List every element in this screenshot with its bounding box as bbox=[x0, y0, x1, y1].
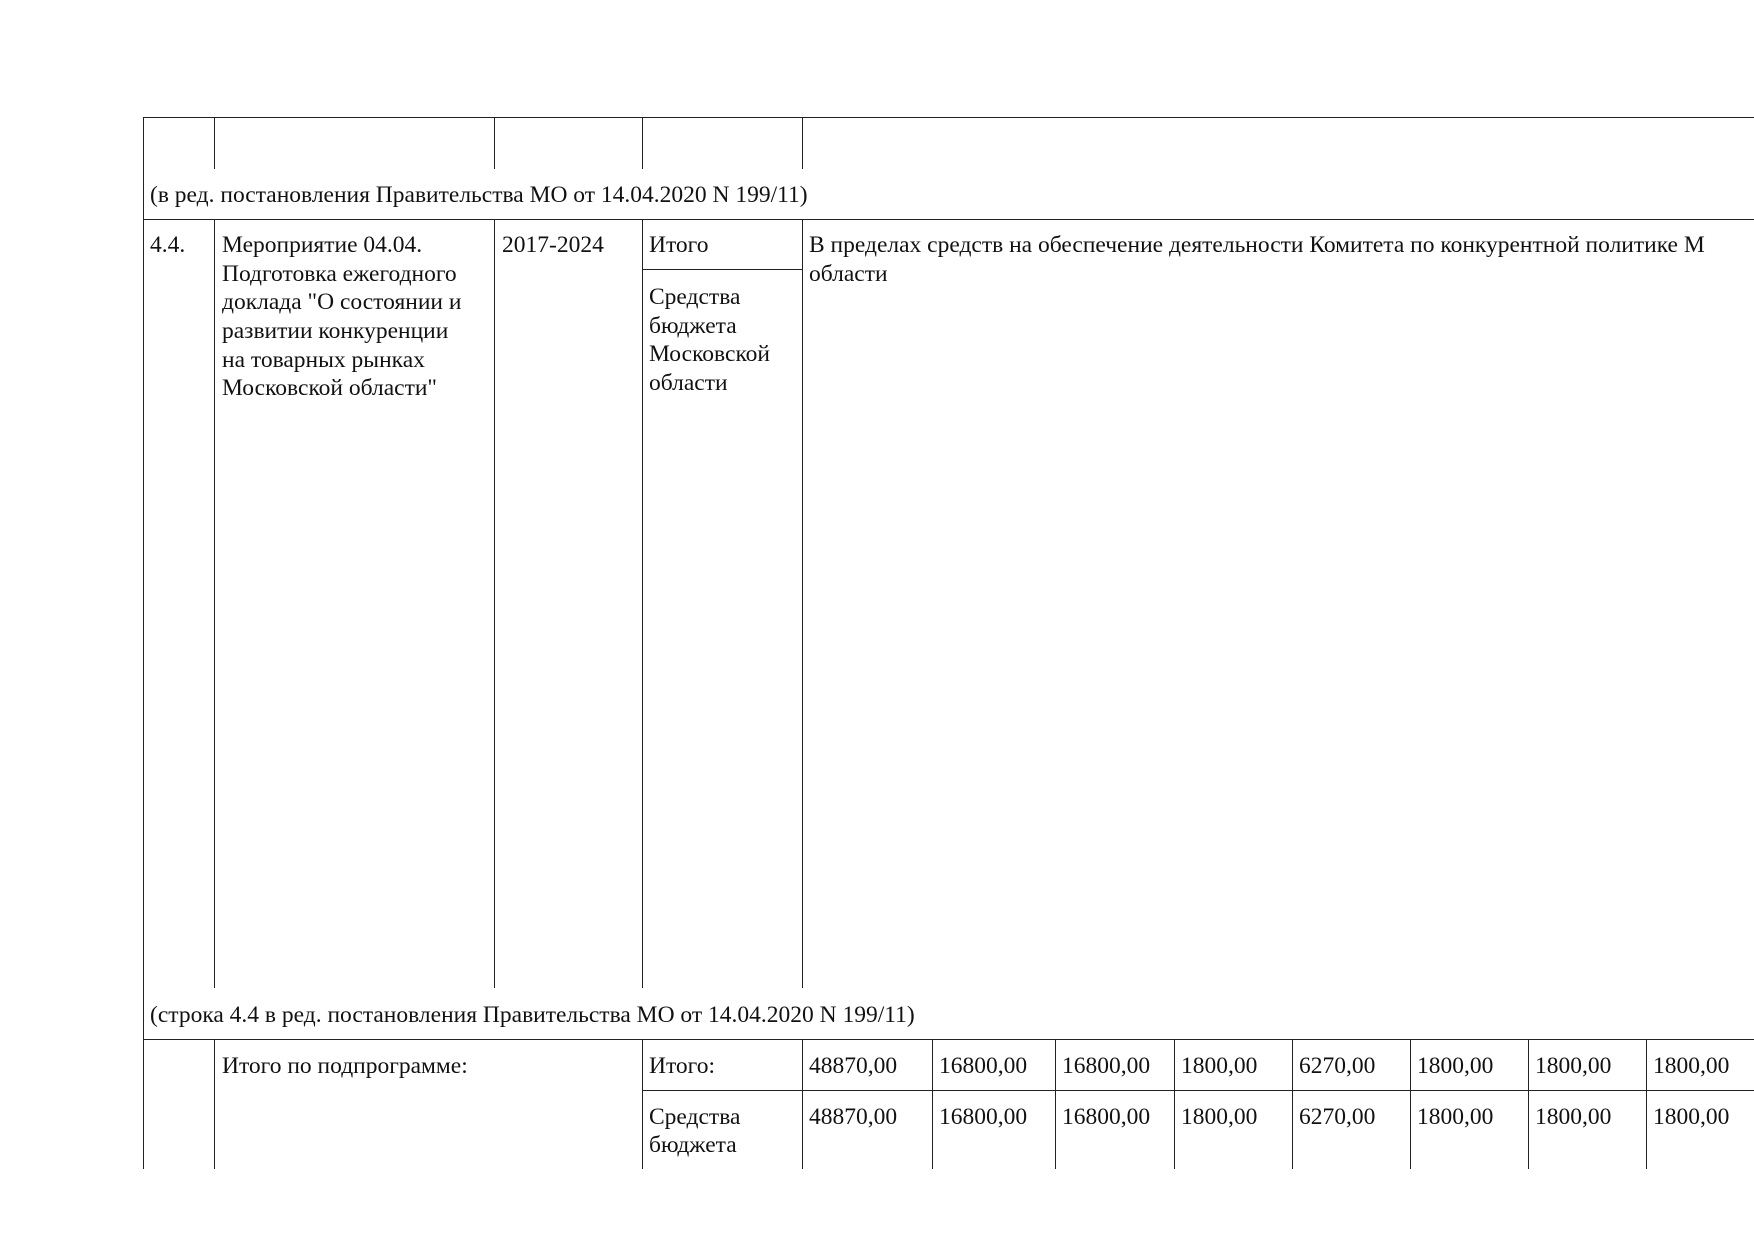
source-divider bbox=[642, 269, 802, 270]
amount-cell: 1800,00 bbox=[1417, 1053, 1494, 1079]
col-divider bbox=[642, 219, 643, 988]
amount-cell: 16800,00 bbox=[939, 1053, 1028, 1079]
amount-cell: 1800,00 bbox=[1535, 1053, 1612, 1079]
row-divider bbox=[143, 1039, 1754, 1040]
amount-cell: 48870,00 bbox=[809, 1104, 898, 1130]
col-divider bbox=[932, 1039, 933, 1169]
financing-text: В пределах средств на обеспечение деятельности Комитета по конкурентной политике М bbox=[809, 232, 1705, 258]
subtotal-title: Итого по подпрограмме: bbox=[222, 1053, 468, 1079]
col-divider bbox=[214, 219, 215, 988]
col-divider bbox=[802, 1039, 803, 1169]
col-divider bbox=[1410, 1039, 1411, 1169]
measure-name-line: развитии конкуренции bbox=[222, 318, 449, 344]
source-label: Средства bbox=[649, 284, 741, 310]
amount-cell: 16800,00 bbox=[1062, 1053, 1151, 1079]
col-divider bbox=[1055, 1039, 1056, 1169]
measure-name-line: доклада "О состоянии и bbox=[222, 289, 462, 315]
amount-cell: 16800,00 bbox=[939, 1104, 1028, 1130]
col-divider bbox=[1174, 1039, 1175, 1169]
source-label: бюджета bbox=[649, 313, 737, 339]
subtotal-source-divider bbox=[642, 1090, 1754, 1091]
row-divider bbox=[143, 219, 1754, 220]
col-divider bbox=[642, 117, 643, 169]
table-border-top bbox=[143, 117, 1754, 118]
edit-note: (строка 4.4 в ред. постановления Правительства МО от 14.04.2020 N 199/11) bbox=[150, 1002, 915, 1028]
amount-cell: 6270,00 bbox=[1299, 1053, 1376, 1079]
financing-text: области bbox=[809, 261, 888, 287]
edit-note: (в ред. постановления Правительства МО от 14.04.2020 N 199/11) bbox=[150, 182, 808, 208]
col-divider bbox=[214, 117, 215, 169]
amount-cell: 48870,00 bbox=[809, 1053, 898, 1079]
col-divider bbox=[494, 219, 495, 988]
col-divider bbox=[802, 219, 803, 988]
amount-cell: 1800,00 bbox=[1181, 1053, 1258, 1079]
amount-cell: 1800,00 bbox=[1417, 1104, 1494, 1130]
col-divider bbox=[1528, 1039, 1529, 1169]
source-label: Московской bbox=[649, 341, 770, 367]
amount-cell: 1800,00 bbox=[1535, 1104, 1612, 1130]
measure-name-line: Подготовка ежегодного bbox=[222, 261, 457, 287]
col-divider bbox=[494, 117, 495, 169]
col-divider bbox=[802, 117, 803, 169]
source-label: Итого: bbox=[649, 1053, 716, 1079]
measure-name-line: Мероприятие 04.04. bbox=[222, 232, 423, 258]
col-divider bbox=[1292, 1039, 1293, 1169]
amount-cell: 1800,00 bbox=[1653, 1053, 1730, 1079]
source-label: бюджета bbox=[649, 1132, 737, 1158]
period-cell: 2017-2024 bbox=[502, 232, 604, 258]
amount-cell: 1800,00 bbox=[1181, 1104, 1258, 1130]
measure-name-line: на товарных рынках bbox=[222, 347, 425, 373]
source-label: Итого bbox=[649, 232, 709, 258]
amount-cell: 6270,00 bbox=[1299, 1104, 1376, 1130]
amount-cell: 16800,00 bbox=[1062, 1104, 1151, 1130]
col-divider bbox=[642, 1039, 643, 1169]
source-label: Средства bbox=[649, 1104, 741, 1130]
measure-name-line: Московской области" bbox=[222, 375, 438, 401]
col-divider bbox=[1646, 1039, 1647, 1169]
col-divider bbox=[214, 1039, 215, 1169]
amount-cell: 1800,00 bbox=[1653, 1104, 1730, 1130]
source-label: области bbox=[649, 370, 728, 396]
table-border-left bbox=[143, 117, 144, 1169]
row-number: 4.4. bbox=[150, 232, 186, 258]
